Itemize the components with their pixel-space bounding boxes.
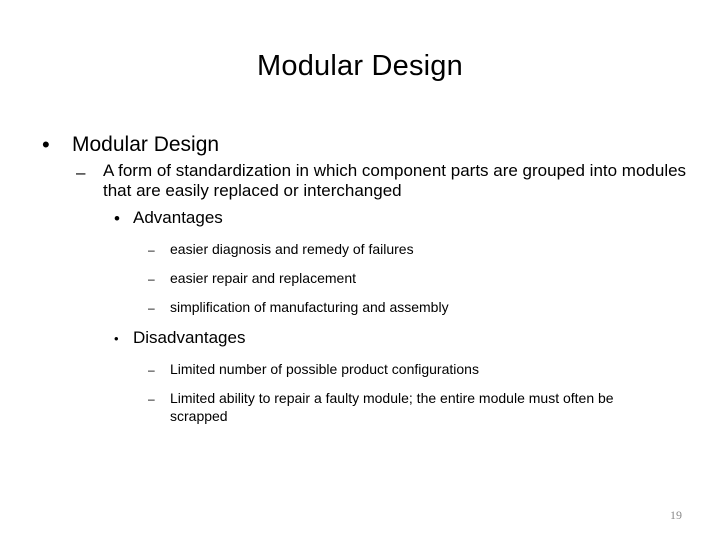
main-bullet-text: Modular Design: [72, 133, 220, 156]
slide-title: Modular Design: [257, 50, 463, 82]
definition-text: A form of standardization in which component parts are grouped into modules that are easily replaced or interchanged: [103, 161, 687, 200]
disadvantages-label: Disadvantages: [133, 328, 246, 347]
disadvantage-item: Limited ability to repair a faulty module; the entire module must often be scrapped: [170, 390, 614, 424]
dash-marker: –: [148, 272, 155, 286]
bullet-marker: •: [114, 209, 120, 228]
advantage-item: simplification of manufacturing and assembly: [170, 299, 449, 315]
dash-marker: –: [148, 301, 155, 315]
dash-marker: –: [148, 392, 155, 406]
dash-marker: –: [148, 243, 155, 257]
disadvantage-item: Limited number of possible product configurations: [170, 361, 479, 377]
dash-marker: –: [76, 163, 86, 182]
dash-marker: –: [148, 363, 155, 377]
advantage-item: easier repair and replacement: [170, 270, 356, 286]
bullet-marker: •: [114, 331, 119, 346]
advantage-item: easier diagnosis and remedy of failures: [170, 241, 414, 257]
bullet-marker: •: [42, 132, 50, 157]
advantages-label: Advantages: [133, 208, 223, 227]
page-number: 19: [670, 508, 682, 522]
